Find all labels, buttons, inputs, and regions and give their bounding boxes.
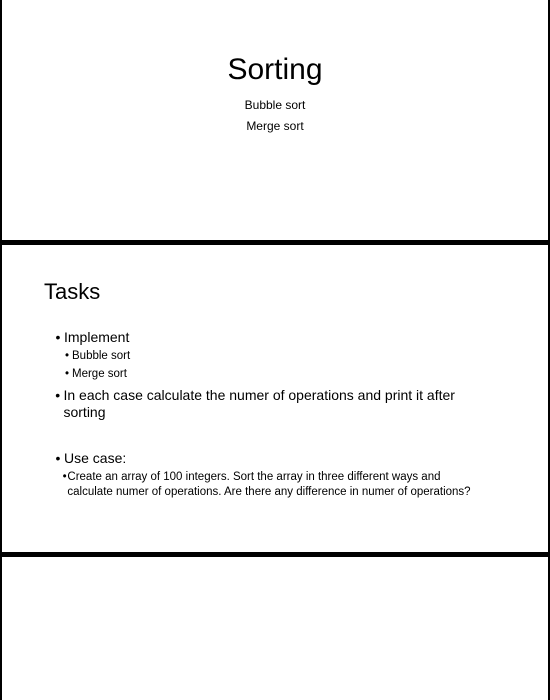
sub-bullet-item — [62, 470, 487, 500]
slide-title: Tasks — [44, 279, 101, 304]
bullet-text: Merge sort — [72, 368, 127, 380]
bullet-icon: • — [55, 329, 61, 345]
slide-1[interactable] — [0, 0, 550, 240]
bullet-item — [52, 329, 522, 346]
bullet-text: Bubble sort — [72, 350, 131, 362]
slide-3[interactable] — [0, 557, 550, 700]
bullet-icon: • — [55, 450, 61, 466]
bullet-text: Implement — [64, 329, 130, 345]
slide-2[interactable] — [0, 245, 550, 552]
bullet-item — [52, 450, 522, 467]
bullet-text: Create an array of 100 integers. Sort the array in three different ways and calculate numer of operations. Are there any difference in numer of operations? — [67, 471, 471, 498]
bullet-item — [52, 387, 482, 421]
sub-bullet-item — [62, 349, 512, 364]
subtitle-line: Bubble sort — [244, 98, 306, 112]
slide-title: Sorting — [227, 53, 323, 86]
bullet-icon: • — [64, 350, 70, 362]
sub-bullet-item — [62, 367, 512, 382]
subtitle-line: Merge sort — [246, 119, 304, 133]
bullet-text: Use case: — [64, 450, 127, 466]
bullet-text: In each case calculate the numer of operations and print it after sorting — [63, 387, 455, 420]
bullet-icon: • — [64, 368, 70, 380]
bullet-icon: • — [55, 387, 61, 403]
bullet-icon: • — [62, 471, 67, 483]
